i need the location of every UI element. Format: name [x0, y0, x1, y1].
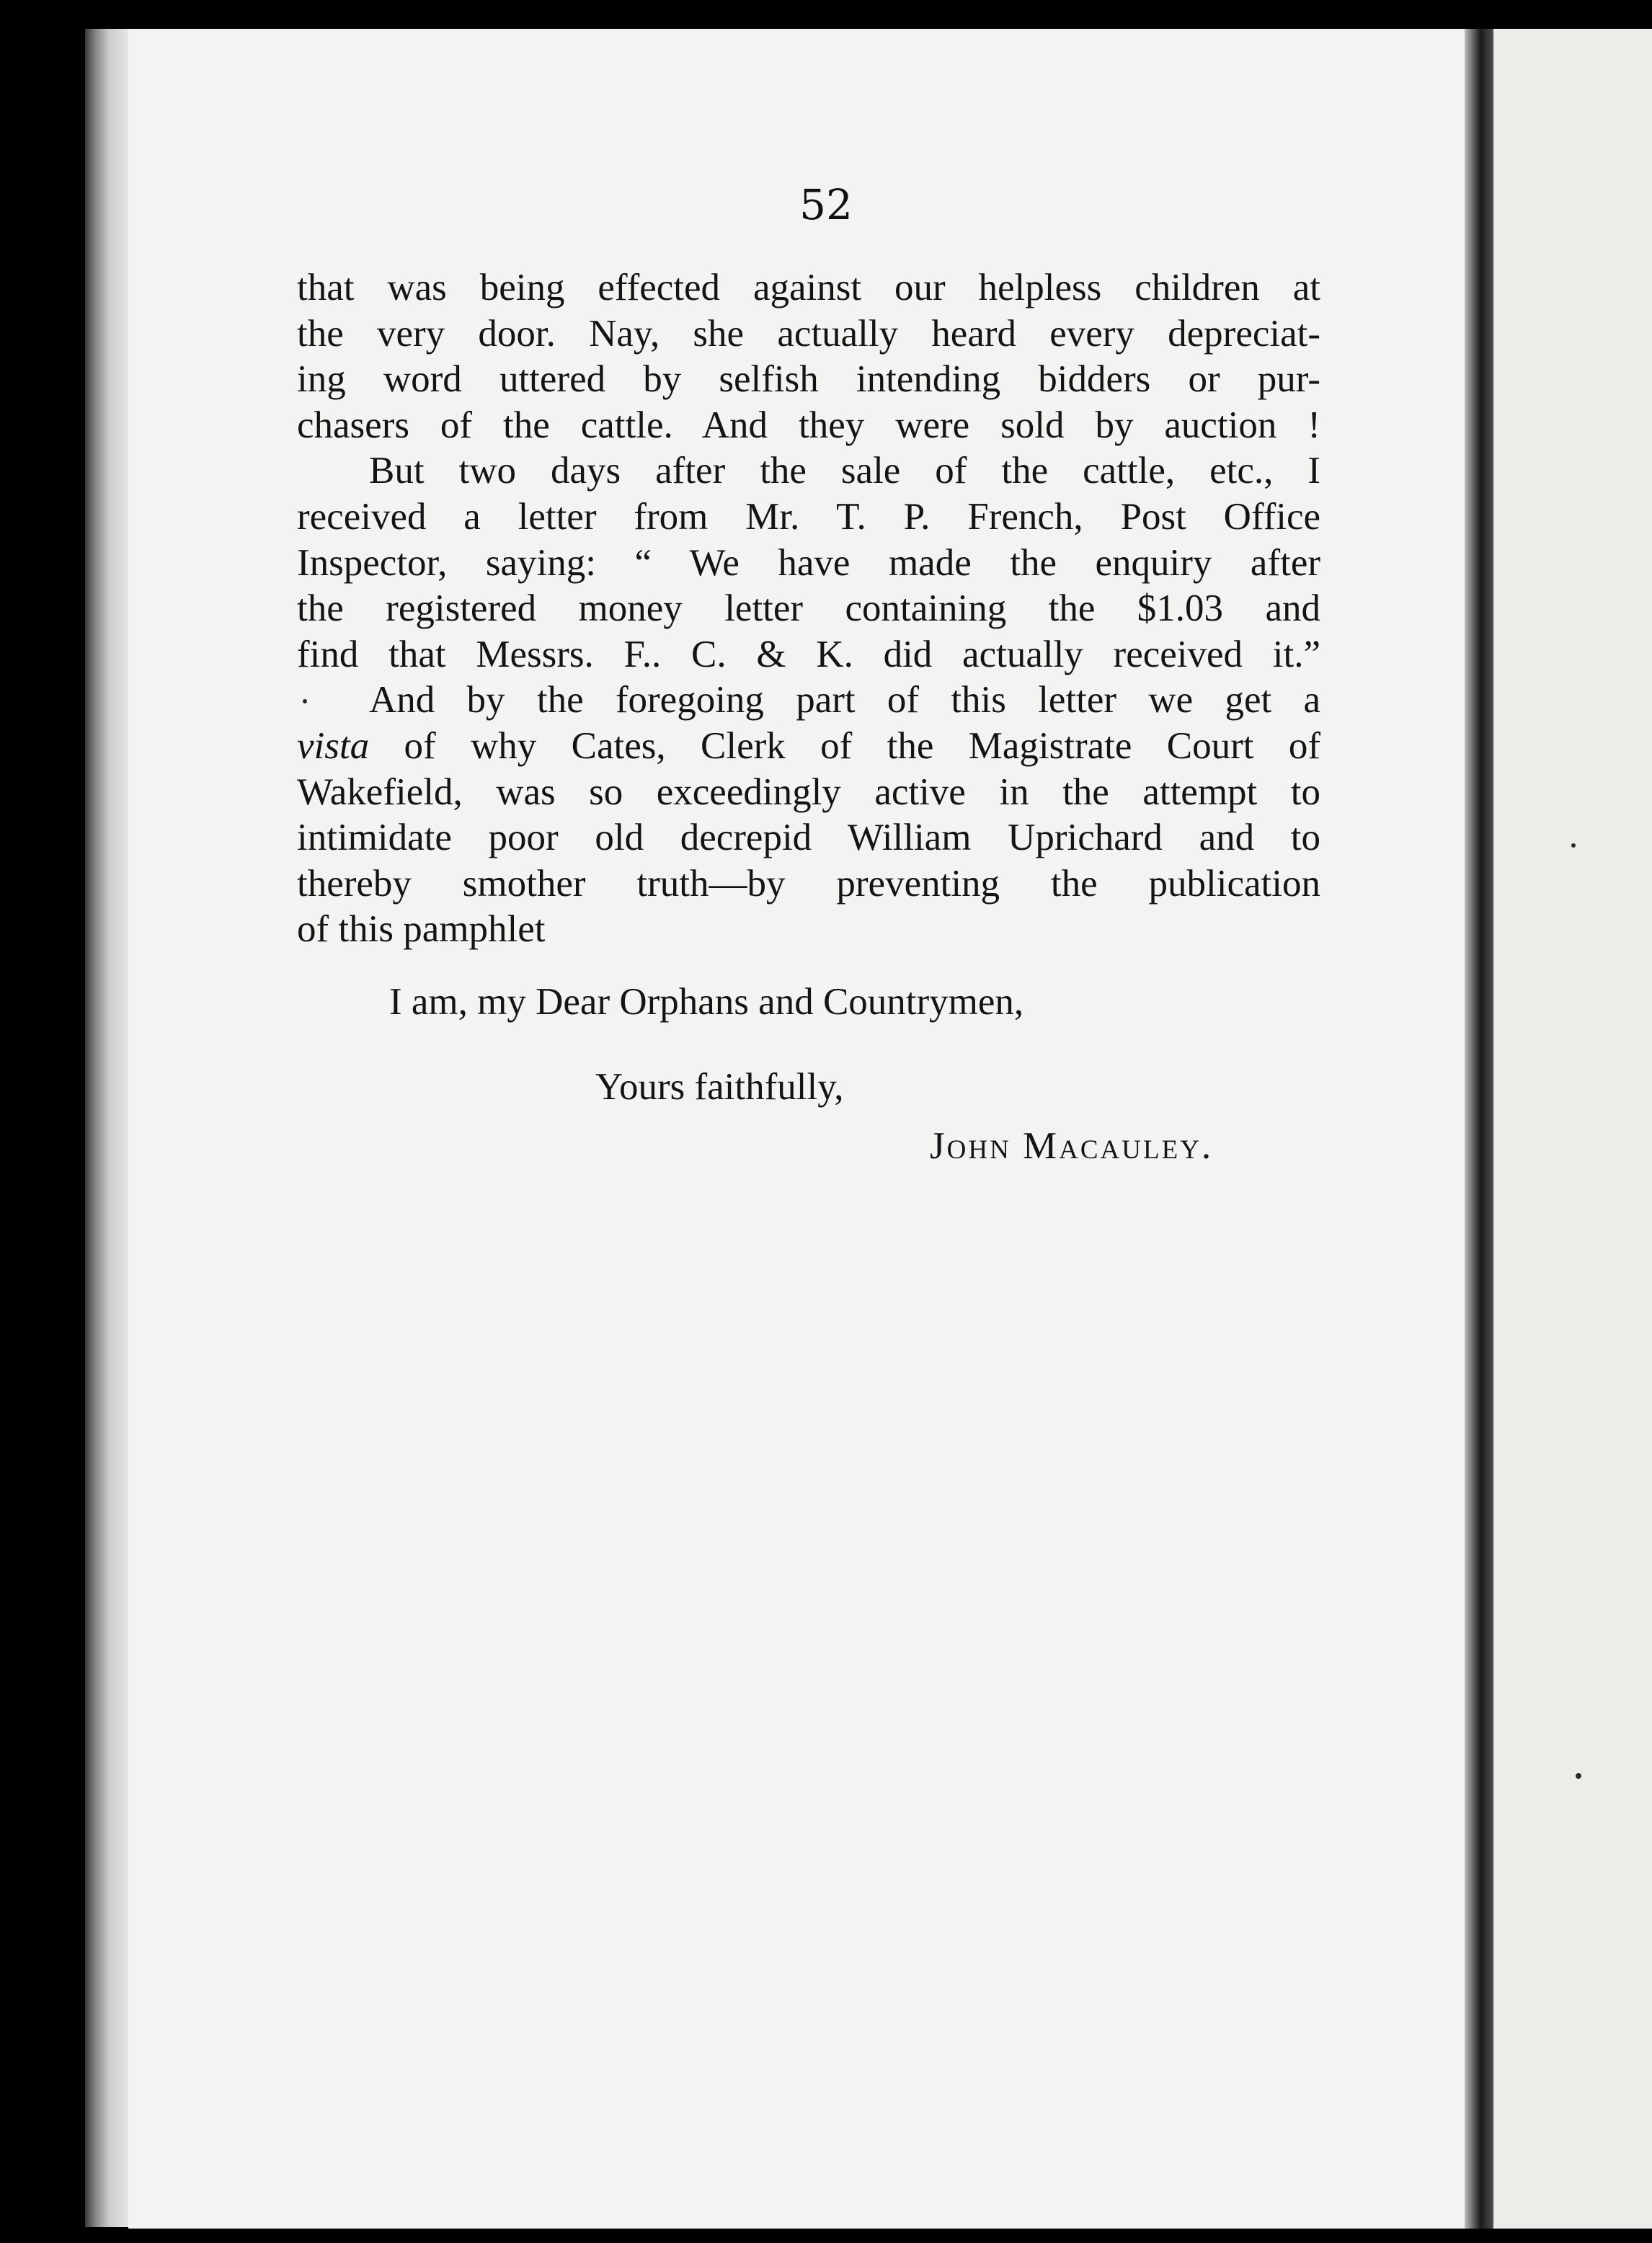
gutter-shadow: [1465, 29, 1496, 2229]
text-line: the very door. Nay, she actually heard every depreciat-: [297, 312, 1320, 355]
print-speck: [1571, 843, 1576, 848]
facing-page-edge: [1493, 29, 1652, 2229]
signature: John Macauley.: [930, 1125, 1214, 1167]
text-line: ing word uttered by selfish intending bidders or pur-: [297, 358, 1320, 401]
text-line: received a letter from Mr. T. P. French, Post Office: [297, 495, 1320, 538]
text-line: of this pamphlet: [297, 908, 546, 951]
valediction: Yours faithfully,: [595, 1066, 844, 1108]
text-line-with-italic: [297, 724, 1320, 770]
text-line: thereby smother truth—by preventing the publication: [297, 862, 1320, 905]
text-line: intimidate poor old decrepid William Uprichard and to: [297, 817, 1320, 859]
text-line: Inspector, saying: “ We have made the enquiry after: [297, 541, 1320, 584]
book-spine-edge: [85, 29, 130, 2227]
text-fragment: of why Cates, Clerk of the Magistrate Court of: [369, 724, 1320, 767]
text-line: chasers of the cattle. And they were sold by auction !: [297, 404, 1320, 446]
text-line: Wakefield, was so exceedingly active in the attempt to: [297, 770, 1320, 813]
body-text: [297, 265, 1320, 953]
text-line: that was being effected against our helpless children at: [297, 267, 1320, 308]
text-line: But two days after the sale of the cattle, etc., I: [369, 450, 1320, 492]
print-speck: [1576, 1773, 1581, 1779]
page-number: 52: [799, 180, 853, 229]
text-line: the registered money letter containing the $1.03 and: [297, 587, 1320, 630]
italic-word: vista: [297, 724, 370, 767]
text-line: And by the foregoing part of this letter we get a: [369, 679, 1320, 721]
salutation: I am, my Dear Orphans and Countrymen,: [389, 981, 1024, 1023]
print-speck: [303, 699, 307, 703]
text-line: find that Messrs. F.. C. & K. did actually received it.”: [297, 633, 1320, 675]
